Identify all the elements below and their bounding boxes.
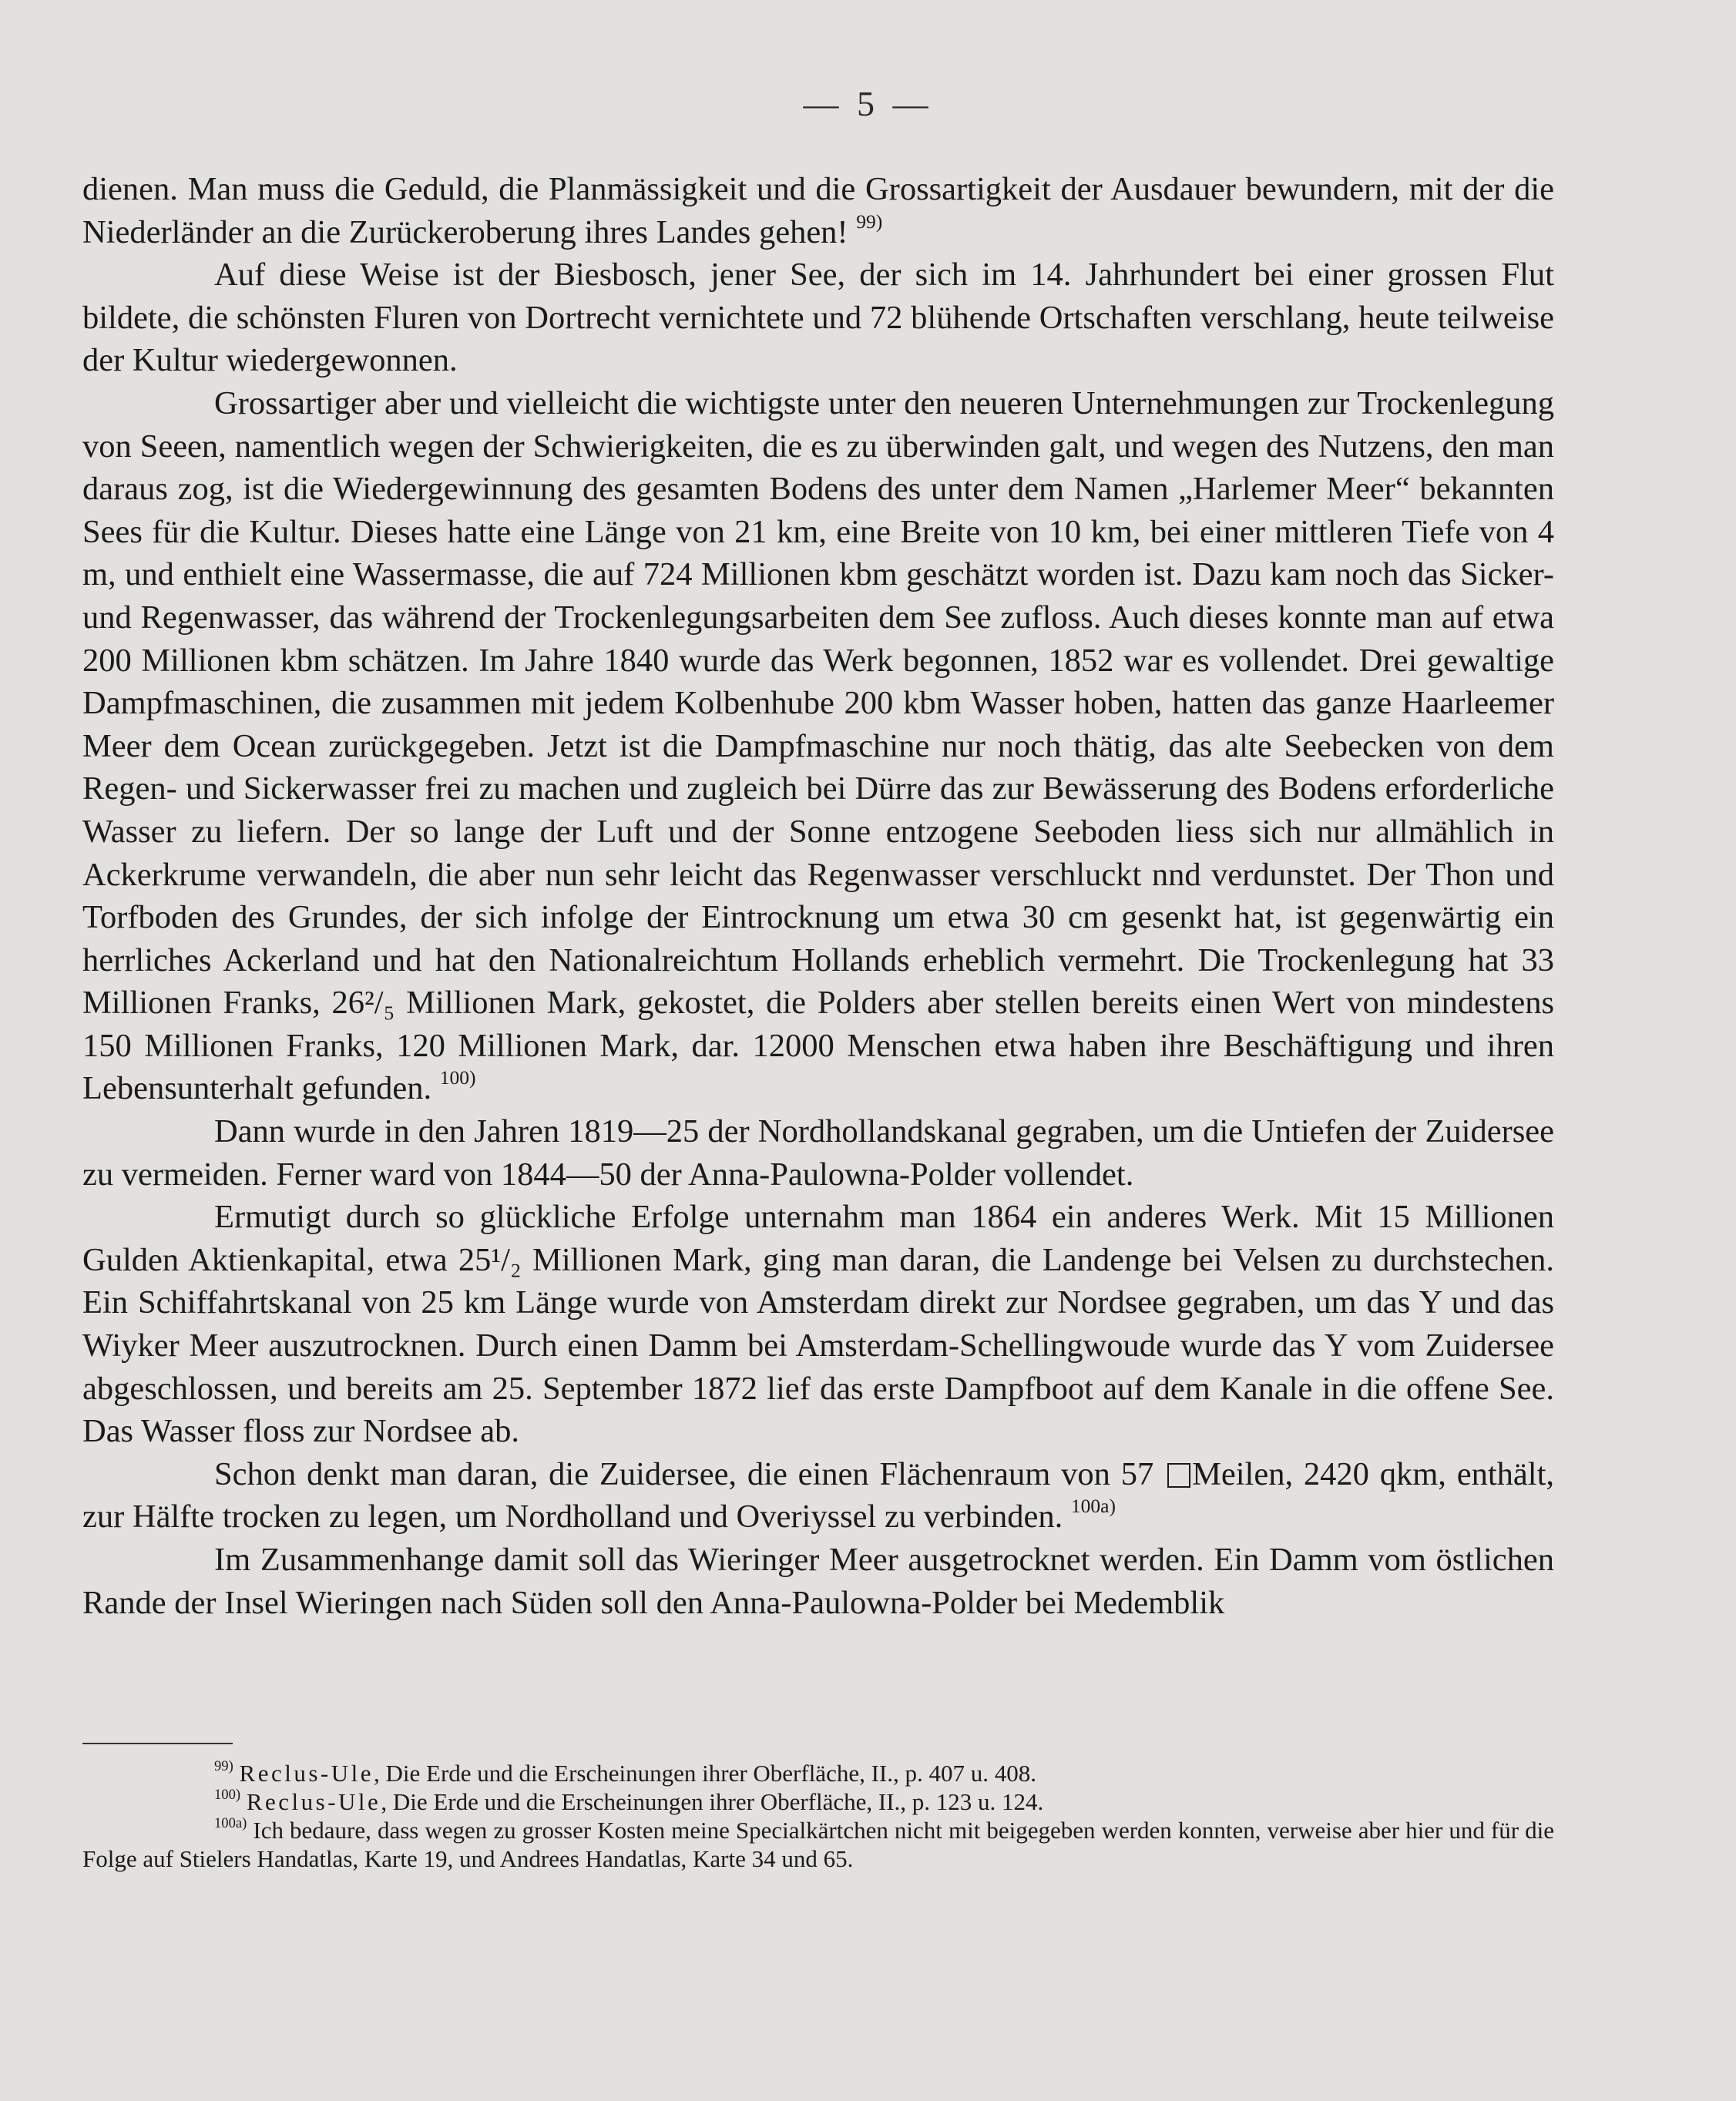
footnote-mark: 100a) [214, 1815, 247, 1832]
paragraph-2 [82, 253, 1554, 382]
paragraph-7 [82, 1539, 1554, 1624]
footnote-reference: 100a) [1070, 1495, 1116, 1518]
paragraph-text-continued: Meilen, 2420 qkm, enthält, zur Hälfte trocken zu legen, um Nordholland und Overiyssel zu verbinden. [82, 1455, 1555, 1535]
paragraph-6 [82, 1453, 1554, 1539]
footnote-100a [82, 1816, 1554, 1873]
body-text [82, 168, 1554, 1624]
page-number: — 5 — [803, 84, 933, 123]
footnote-text: , Die Erde und die Erscheinungen ihrer Oberfläche, II., p. 123 u. 124. [381, 1788, 1044, 1815]
footnote-divider [82, 1743, 233, 1744]
footnote-mark: 100) [214, 1787, 241, 1804]
paragraph-text: Im Zusammenhange damit soll das Wieringer Meer ausgetrocknet werden. Ein Damm vom östlichen Rande der Insel Wieringen nach Süden soll den Anna-Paulowna-Polder bei Medemblik [82, 1542, 1554, 1621]
footnote-reference: 99) [856, 210, 883, 233]
paragraph-3 [82, 382, 1554, 1110]
paragraph-4 [82, 1110, 1554, 1196]
footnote-text: , Die Erde und die Erscheinungen ihrer Oberfläche, II., p. 407 u. 408. [374, 1760, 1036, 1787]
footnote-99 [82, 1759, 1554, 1787]
square-mile-symbol-icon [1167, 1463, 1190, 1488]
paragraph-text: Auf diese Weise ist der Biesbosch, jener See, der sich im 14. Jahrhundert bei einer grossen Flut bildete, die schönsten Fluren von Dortrecht vernichtete und 72 blühende Ortschaften verschlang, heute teilweise der Kultur wiedergewonnen. [82, 257, 1554, 379]
footnote-author: Reclus-Ule [239, 1760, 374, 1787]
footnotes [82, 1759, 1554, 1873]
footnote-author: Reclus-Ule [246, 1788, 381, 1815]
paragraph-5 [82, 1196, 1554, 1453]
paragraph-text: Schon denkt man daran, die Zuidersee, die einen Flächenraum von 57 [214, 1455, 1154, 1492]
paragraph-text: Ermutigt durch so glückliche Erfolge unternahm man 1864 ein anderes Werk. Mit 15 Millionen Gulden Aktienkapital, etwa 25¹/₂ Millionen Mark, ging man daran, die Landenge bei Velsen zu durchstechen. Ein Schiffahrtskanal von 25 km Länge wurde von Amsterdam direkt zur Nordsee gegraben, um das Y und das Wiyker Meer auszutrocknen. Durch einen Damm bei Amsterdam-Schellingwoude wurde das Y vom Zuidersee abgeschlossen, und bereits am 25. September 1872 lief das erste Dampfboot auf dem Kanale in die offene See. Das Wasser floss zur Nordsee ab. [82, 1199, 1554, 1450]
paragraph-text: Grossartiger aber und vielleicht die wichtigste unter den neueren Unternehmungen zur Trockenlegung von Seeen, namentlich wegen der Schwierigkeiten, die es zu überwinden galt, und wegen des Nutzens, den man daraus zog, ist die Wiedergewinnung des gesamten Bodens des unter dem Namen „Harlemer Meer“ bekannten Sees für die Kultur. Dieses hatte eine Länge von 21 km, eine Breite von 10 km, bei einer mittleren Tiefe von 4 m, und enthielt eine Wassermasse, die auf 724 Millionen kbm geschätzt worden ist. Dazu kam noch das Sicker- und Regenwasser, das während der Trockenlegungsarbeiten dem See zufloss. Auch dieses konnte man auf etwa 200 Millionen kbm schätzen. Im Jahre 1840 wurde das Werk begonnen, 1852 war es vollendet. Drei gewaltige Dampfmaschinen, die zusammen mit jedem Kolbenhube 200 kbm Wasser hoben, hatten das ganze Haarleemer Meer dem Ocean zurückgegeben. Jetzt ist die Dampfmaschine nur noch thätig, das alte Seebecken von dem Regen- und Sickerwasser frei zu machen und zugleich bei Dürre das zur Bewässerung des Bodens erforderliche Wasser zu liefern. Der so lange der Luft und der Sonne entzogene Seeboden liess sich nur allmählich in Ackerkrume verwandeln, die aber nun sehr leicht das Regenwasser verschluckt nnd verdunstet. Der Thon und Torfboden des Grundes, der sich infolge der Eintrocknung um etwa 30 cm gesenkt hat, ist gegenwärtig ein herrliches Ackerland und hat den Nationalreichtum Hollands erheblich vermehrt. Die Trockenlegung hat 33 Millionen Franks, 26²/₅ Millionen Mark, gekostet, die Polders aber stellen bereits einen Wert von mindestens 150 Millionen Franks, 120 Millionen Mark, dar. 12000 Menschen etwa haben ihre Beschäftigung und ihren Lebensunterhalt gefunden. [82, 384, 1554, 1107]
footnote-reference: 100) [439, 1066, 476, 1089]
paragraph-1 [82, 168, 1554, 253]
footnote-mark: 99) [214, 1758, 233, 1775]
paragraph-text: dienen. Man muss die Geduld, die Planmässigkeit und die Grossartigkeit der Ausdauer bewundern, mit der die Niederländer an die Zurückeroberung ihres Landes gehen! [82, 171, 1554, 250]
footnote-100 [82, 1787, 1554, 1816]
paragraph-text: Dann wurde in den Jahren 1819—25 der Nordhollandskanal gegraben, um die Untiefen der Zuidersee zu vermeiden. Ferner ward von 1844—50 der Anna-Paulowna-Polder vollendet. [82, 1113, 1554, 1193]
footnote-text: Ich bedaure, dass wegen zu grosser Kosten meine Specialkärtchen nicht mit beigegeben werden konnten, verweise aber hier und für die Folge auf Stielers Handatlas, Karte 19, und Andrees Handatlas, Karte 34 und 65. [82, 1817, 1555, 1872]
